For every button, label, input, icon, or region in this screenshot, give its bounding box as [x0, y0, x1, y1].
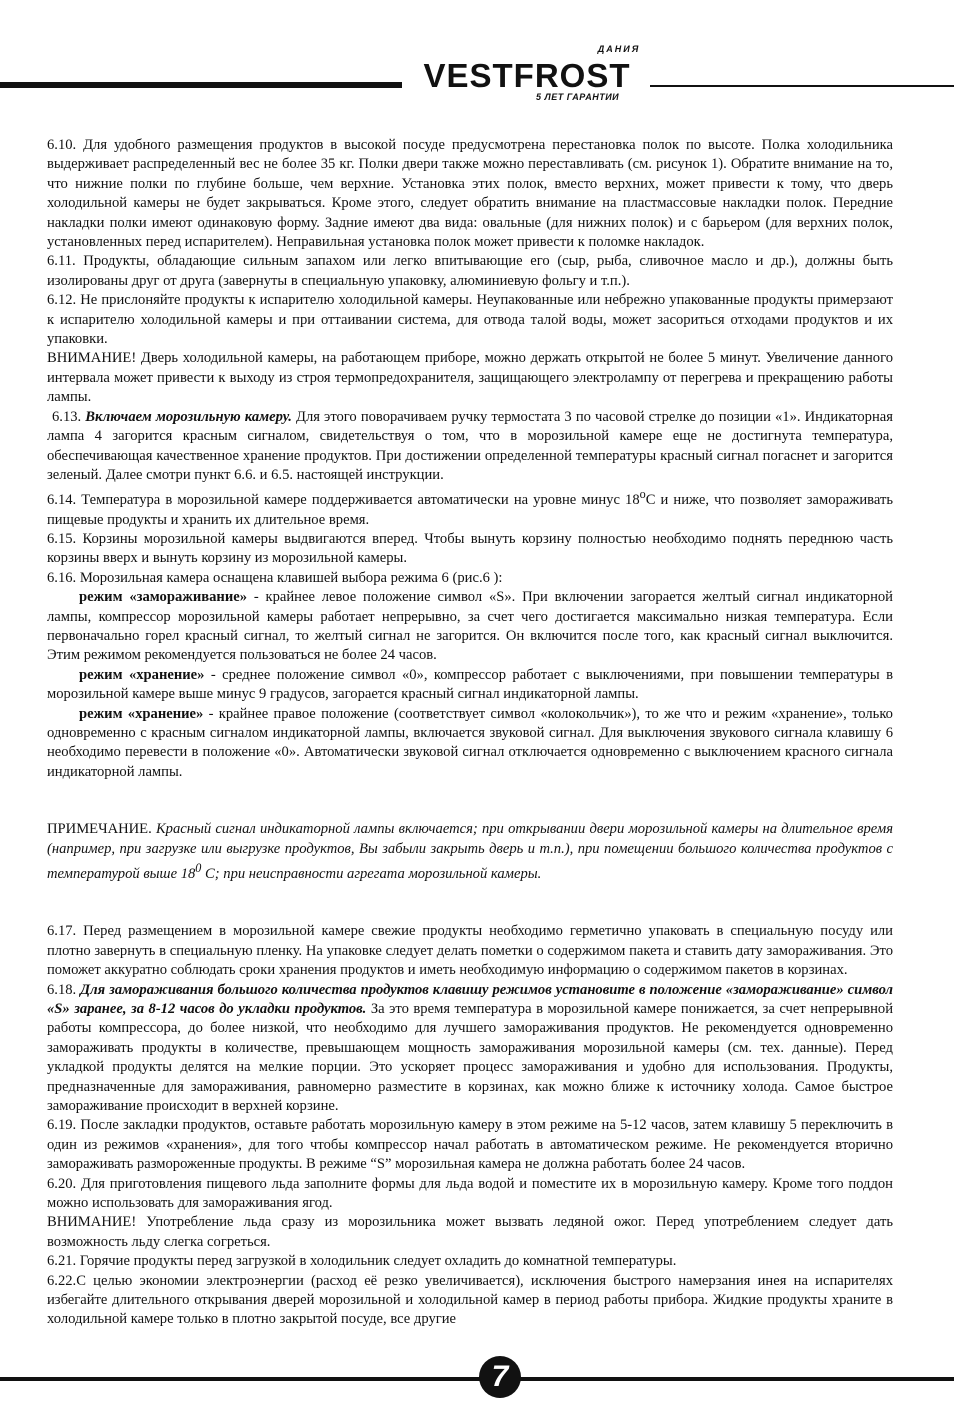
- paragraph-6-10: 6.10. Для удобного размещения продуктов в высокой посуде предусмотрена перестановка полок по высоте. Полка холодильника выдерживает распределенный вес не более 35 кг. Полки двери также можно переставливать (см. рисунок 1). Обратите внимание на то, что нижние полки по глубине больше, чем верхние. Установка этих полок, вместо верхних, может привести к тому, что дверь холодильной камеры не будет закрываться. Кроме этого, следует обратить внимание на пластмассовые накладки полок. Передние накладки полки имеют одинаковую форму. Задние имеют два вида: овальные (для нижних полок) и с барьером (для верхних полок, установленных перед испарителем). Неправильная установка полок может привести к поломке накладок.: [47, 137, 893, 251]
- page-number-badge: 7: [479, 1356, 521, 1398]
- warranty-label: 5 ЛЕТ ГАРАНТИИ: [536, 92, 620, 102]
- note-body-b: С; при неисправности агрегата морозильной камеры.: [201, 865, 542, 882]
- paragraph-6-15: 6.15. Корзины морозильной камеры выдвигаются вперед. Чтобы вынуть корзину полностью необходимо поднять переднюю часть корзины вверх и вынуть корзину из морозильной камеры.: [47, 530, 893, 567]
- mode-storage-title: режим «хранение»: [79, 666, 205, 683]
- spacer: [47, 801, 893, 820]
- note-body-a: Красный сигнал индикаторной лампы включается; при открывании двери морозильной камеры на длительное время (например, при загрузке или выгрузке продуктов, Вы забыли закрыть дверь и т.п.), при помещении большого количества продуктов с температурой выше 18: [47, 821, 893, 882]
- header-rule-left: [0, 82, 402, 88]
- paragraph-6-14: [47, 485, 893, 530]
- warning-door: ВНИМАНИЕ! Дверь холодильной камеры, на работающем приборе, можно держать открытой не более 5 минут. Увеличение данного интервала может привести к выходу из строя термопредохранителя, защищающего электролампу от перегрева и прекращению работы лампы.: [47, 350, 893, 406]
- degree-mark: o: [639, 487, 646, 502]
- paragraph-6-20: 6.20. Для приготовления пищевого льда заполните формы для льда водой и поместите их в морозильную камеру. Кроме того поддон можно использовать для замораживания ягод.: [47, 1175, 893, 1212]
- mode-storage-alarm-body: - крайнее правое положение (соответствует символ «колокольчик»), то же что и режим «хранение», только одновременно с красным сигналом индикаторной лампы, включается звуковой сигнал. Для выключения звукового сигнала клавишу 6 необходимо перевести в положение «0». Автоматически звуковой сигнал отключается одновременно с выключением красного сигнала индикаторной лампы.: [47, 705, 893, 780]
- paragraph-6-18-bold: Для замораживания большого количества продуктов клавишу режимов установите в положение «замораживание» символ «S» заранее, за 8-12 часов до укладки продуктов.: [47, 981, 893, 1017]
- note-degree-mark: 0: [195, 861, 202, 876]
- document-body: [47, 136, 893, 1330]
- paragraph-6-16: 6.16. Морозильная камера оснащена клавишей выбора режима 6 (рис.6 ):: [47, 569, 503, 586]
- footer-rule-right: [520, 1377, 954, 1381]
- paragraph-6-13-number: 6.13.: [52, 408, 82, 425]
- mode-storage-alarm: [47, 705, 893, 783]
- paragraph-6-17: 6.17. Перед размещением в морозильной камере свежие продукты необходимо герметично упаковать в специальную посуду или плотно завернуть в специальную пленку. На упаковке следует делать пометки о содержимом пакета и ставить дату замораживания. Это поможет аккуратно соблюдать сроки хранения продуктов и иметь необходимую информацию о содержимом пакетов в корзинах.: [47, 923, 893, 979]
- mode-storage: [47, 666, 893, 705]
- mode-freezing-title: режим «замораживание»: [79, 589, 248, 606]
- mode-freezing: [47, 588, 893, 666]
- mode-storage-alarm-title: режим «хранение»: [79, 705, 204, 722]
- paragraph-6-13: [47, 408, 893, 486]
- paragraph-6-13-title: Включаем морозильную камеру.: [85, 408, 292, 425]
- paragraph-6-14-a: 6.14. Температура в морозильной камере поддерживается автоматически на уровне минус 18: [47, 492, 640, 509]
- paragraph-6-22: 6.22.С целью экономии электроэнергии (расход её резко увеличивается), исключения быстрого намерзания инея на испарителях избегайте длительного открывания дверей морозильной и холодильной камер в период работы прибора. Жидкие продукты храните в холодильной камере только в плотно закрытой посуде, все другие: [47, 1272, 893, 1328]
- paragraph-6-11: 6.11. Продукты, обладающие сильным запахом или легко впитывающие его (сыр, рыба, сливочное масло и др.), должны быть изолированы друг от друга (завернуты в специальную упаковку, алюминиевую фольгу и т.п.).: [47, 253, 893, 289]
- spacer: [47, 884, 893, 903]
- header-rule-right: [650, 85, 954, 87]
- paragraph-6-19: 6.19. После закладки продуктов, оставьте работать морозильную камеру в этом режиме на 5-12 часов, затем клавишу 5 переключить в один из режимов «хранения», для того чтобы компрессор начал работать в автоматическом режиме. Не рекомендуется вторично замораживать размороженные продукты. В режиме “S” морозильная камера не должна работать более 24 часов.: [47, 1117, 893, 1173]
- note-label: ПРИМЕЧАНИЕ.: [47, 821, 152, 838]
- note: [47, 820, 893, 884]
- paragraph-6-12: 6.12. Не прислоняйте продукты к испарителю холодильной камеры. Неупакованные или небрежно упакованные продукты примерзают к испарителю холодильной камеры и при оттаивании система, для отвода талой воды, может засориться отходами продуктов и их упаковки.: [47, 292, 893, 348]
- spacer: [47, 782, 893, 801]
- footer-rule-left: [0, 1377, 480, 1381]
- paragraph-6-21: 6.21. Горячие продукты перед загрузкой в холодильник следует охладить до комнатной температуры.: [47, 1253, 677, 1270]
- warning-ice: ВНИМАНИЕ! Употребление льда сразу из морозильника может вызвать ледяной ожог. Перед употреблением следует дать возможность льду слегка согреться.: [47, 1214, 893, 1250]
- mode-storage-body: - среднее положение символ «0», компрессор работает с выключениями, при повышении температуры в морозильной камере выше минус 9 градусов, загорается красный сигнал индикаторной лампы.: [47, 666, 893, 703]
- paragraph-6-13-body: Для этого поворачиваем ручку термостата 3 по часовой стрелке до позиции «1». Индикаторная лампа 4 загорится красным сигналом, свидетельствуя о том, что в морозильной камере еще не достигнута температура, обеспечивающая качественное хранение продуктов. При достижении определенной температуры красный сигнал погаснет и загорится зеленый. Далее смотри пункт 6.6. и 6.5. настоящей инструкции.: [47, 408, 893, 483]
- paragraph-6-18: [47, 981, 893, 1117]
- paragraph-6-18-number: 6.18.: [47, 981, 77, 998]
- brand-logo: VESTFROST: [423, 57, 631, 94]
- mode-freezing-body: - крайнее левое положение символ «S». При включении загорается желтый сигнал индикаторной лампы, компрессор морозильной камеры работает непрерывно, за счет чего достигается максимально низкая температура. Если первоначально горел красный сигнал, то желтый сигнал не загорится. Он включится после того, как красный сигнал выключится. Этим режимом рекомендуется пользоваться не более 24 часов.: [47, 589, 893, 664]
- spacer: [47, 903, 893, 922]
- paragraph-6-18-body: За это время температура в морозильной камере понижается, за счет непрерывной работы компрессора, до более низкой, что необходимо для лучшего замораживания продуктов. Не рекомендуется одновременно замораживать продукты в количестве, превышающем мощность замораживания морозильной камеры (см. тех. данные). Перед укладкой продукты делятся на мелкие порции. Это ускоряет процесс замораживания и удобно для использования. Продукты, предназначенные для замораживания, равномерно разместите в корзинах, как можно ближе к источнику холода. Самое быстрое замораживание происходит в верхней корзине.: [47, 1000, 894, 1114]
- paragraph-6-14-b: С и ниже, что позволяет замораживать пищевые продукты и хранить их длительное время.: [47, 492, 893, 528]
- header-country: ДАНИЯ: [597, 44, 641, 54]
